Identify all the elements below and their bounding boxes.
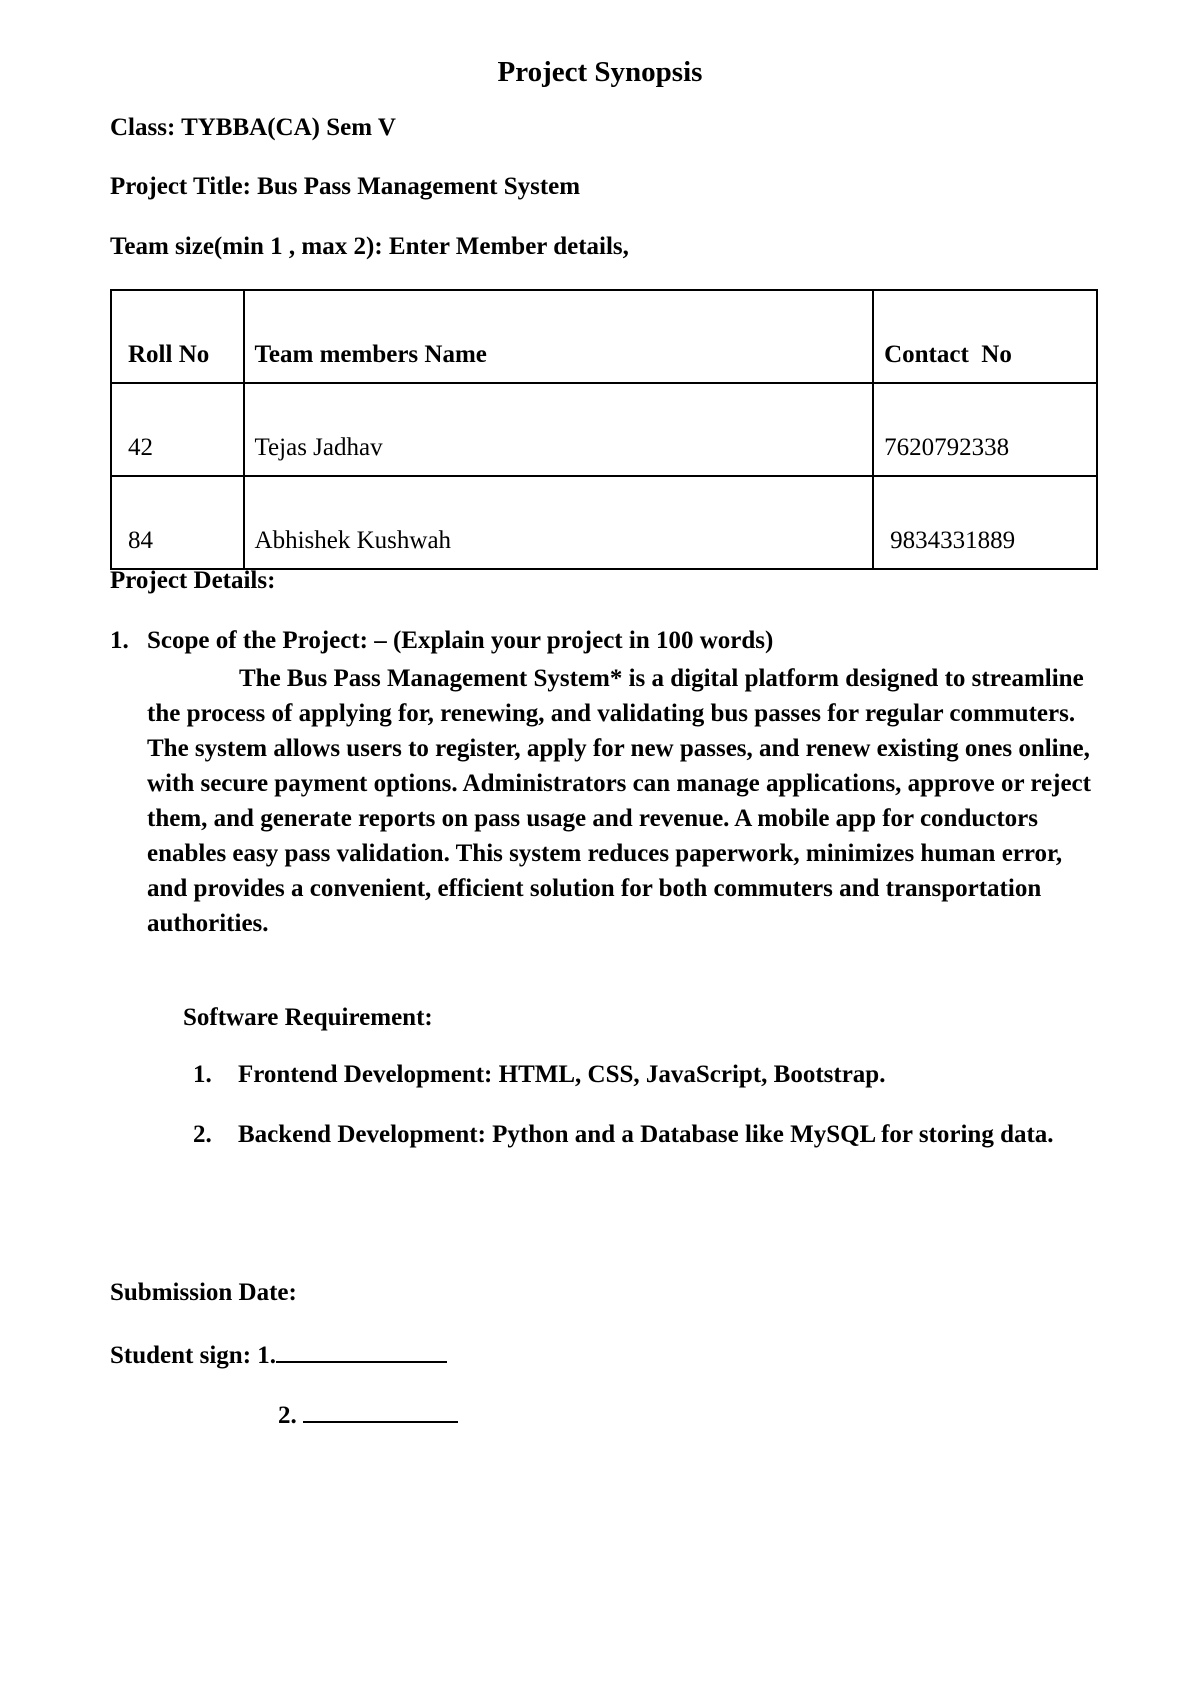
sign-number-2: 2. [278,1402,297,1429]
student-sign-label: Student sign: [110,1342,252,1369]
student-sign-row-1 [110,1339,447,1370]
cell-member-name: Abhishek Kushwah [244,476,874,569]
table-header-row [111,290,1097,383]
requirement-item [193,1057,1103,1092]
signature-line-2 [303,1399,458,1423]
signature-line-1 [276,1339,447,1363]
team-members-table [110,289,1098,570]
table-row [111,476,1097,569]
scope-paragraph: The Bus Pass Management System* is a digital platform designed to streamline the process of applying for, renewing, and validating bus passes for regular commuters. The system allows users to register, apply for new passes, and renew existing ones online, with secure payment options. Administrators can manage applications, approve or reject them, and generate reports on pass usage and revenue. A mobile app for conductors enables easy pass validation. This system reduces paperwork, minimizes human error, and provides a convenient, efficient solution for both commuters and transportation authorities. [147,665,1091,937]
cell-contact-no: 9834331889 [873,476,1097,569]
requirement-text: Backend Development: Python and a Database like MySQL for storing data. [238,1121,1054,1148]
project-title-line: Project Title: Bus Pass Management System [110,173,581,200]
sign-number-1: 1. [257,1342,277,1369]
project-details-heading: Project Details: [110,567,276,594]
header-team-members-name: Team members Name [244,290,874,383]
cell-roll-no: 42 [111,383,244,476]
team-size-line: Team size(min 1 , max 2): Enter Member details, [110,233,629,260]
requirement-number: 2. [193,1121,212,1148]
page-title: Project Synopsis [497,56,703,88]
header-contact-no: Contact No [873,290,1097,383]
cell-member-name: Tejas Jadhav [244,383,874,476]
table-row [111,383,1097,476]
requirement-number: 1. [193,1061,212,1088]
submission-date-label: Submission Date: [110,1279,297,1306]
requirement-text: Frontend Development: HTML, CSS, JavaScript, Bootstrap. [238,1061,886,1088]
software-requirement-heading: Software Requirement: [183,1004,433,1031]
cell-roll-no: 84 [111,476,244,569]
scope-heading [110,627,773,655]
class-line: Class: TYBBA(CA) Sem V [110,114,396,141]
scope-number: 1. [110,627,129,654]
cell-contact-no: 7620792338 [873,383,1097,476]
scope-heading-text: Scope of the Project: – (Explain your project in 100 words) [147,627,774,654]
student-sign-row-2 [278,1399,458,1430]
header-roll-no: Roll No [111,290,244,383]
requirement-item [193,1117,1103,1152]
